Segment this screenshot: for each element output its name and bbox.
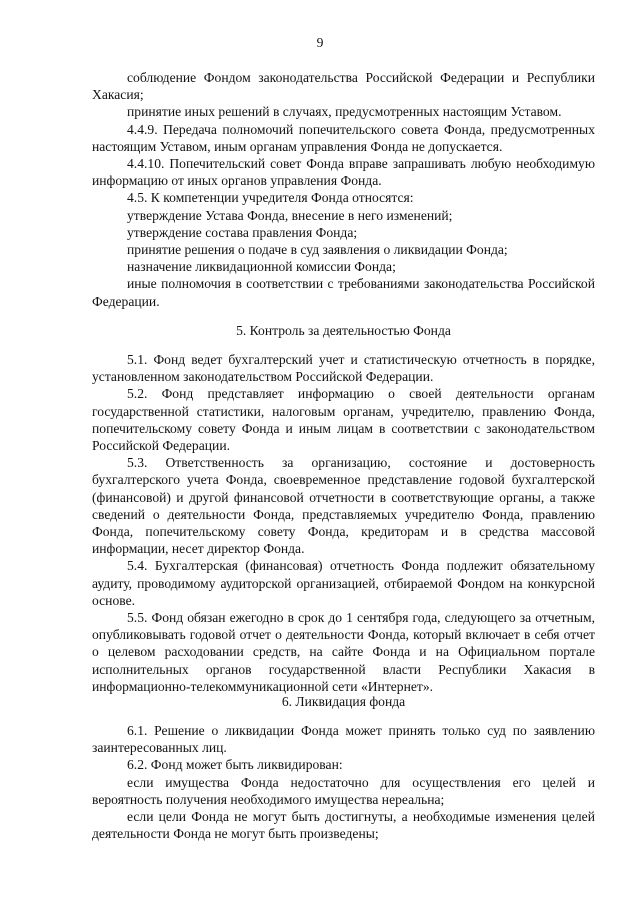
paragraph: принятие решения о подаче в суд заявления о ликвидации Фонда;	[127, 242, 508, 258]
paragraph: утверждение состава правления Фонда;	[127, 224, 358, 240]
section-6-heading: 6. Ликвидация фонда	[281, 694, 406, 709]
paragraph: 6.2. Фонд может быть ликвидирован:	[127, 757, 343, 773]
paragraph: 6.1. Решение о ликвидации Фонда может принять только суд по заявлению заинтересованных лиц.	[92, 723, 595, 756]
paragraph: принятие иных решений в случаях, предусмотренных настоящим Уставом.	[127, 104, 562, 120]
paragraph: соблюдение Фондом законодательства Российской Федерации и Республики Хакасия;	[92, 70, 595, 103]
paragraph: 4.5. К компетенции учредителя Фонда относятся:	[127, 190, 414, 206]
text-block-liquidation	[92, 722, 595, 842]
text-block-competences	[92, 69, 595, 310]
paragraph: назначение ликвидационной комиссии Фонда;	[127, 259, 396, 275]
page-number: 9	[316, 35, 324, 50]
paragraph: 5.4. Бухгалтерская (финансовая) отчетность Фонда подлежит обязательному аудиту, проводимому аудиторской организацией, отбираемой Фондом на конкурсной основе.	[92, 558, 595, 608]
paragraph: иные полномочия в соответствии с требованиями законодательства Российской Федерации.	[92, 276, 595, 309]
paragraph: утверждение Устава Фонда, внесение в него изменений;	[127, 207, 453, 223]
paragraph: 5.1. Фонд ведет бухгалтерский учет и статистическую отчетность в порядке, установленном законодательством Российской Федерации.	[92, 352, 595, 385]
paragraph: 5.3. Ответственность за организацию, состояние и достоверность бухгалтерского учета Фонда, своевременное представление годовой бухгалтерской (финансовой) и другой финансовой отчетности в соответствующие органы, а также сведений о деятельности Фонда, представляемых учредителю Фонда, правлению Фонда, попечительскому совету Фонда, кредиторам и в средства массовой информации, несет директор Фонда.	[92, 455, 595, 557]
paragraph: если цели Фонда не могут быть достигнуты, а необходимые изменения целей деятельности Фонда не могут быть произведены;	[92, 809, 595, 842]
paragraph: 4.4.10. Попечительский совет Фонда вправе запрашивать любую необходимую информацию от иных органов управления Фонда.	[92, 156, 595, 189]
text-block-control	[92, 351, 595, 695]
section-5-heading: 5. Контроль за деятельностью Фонда	[236, 323, 451, 338]
paragraph: 5.5. Фонд обязан ежегодно в срок до 1 сентября года, следующего за отчетным, опубликовывать годовой отчет о деятельности Фонда, который включает в себя отчет о целевом расходовании средств, на сайте Фонда и на Официальном портале исполнительных органов государственной власти Республики Хакасия в информационно-телекоммуникационной сети «Интернет».	[92, 610, 595, 694]
paragraph: 5.2. Фонд представляет информацию о своей деятельности органам государственной статистики, налоговым органам, учредителю, правлению Фонда, попечительскому совету Фонда и иным лицам в соответствии с законодательством Российской Федерации.	[92, 386, 595, 454]
paragraph: если имущества Фонда недостаточно для осуществления его целей и вероятность получения необходимого имущества нереальна;	[92, 774, 595, 807]
paragraph: 4.4.9. Передача полномочий попечительского совета Фонда, предусмотренных настоящим Уставом, иным органам управления Фонда не допускается.	[92, 121, 595, 154]
